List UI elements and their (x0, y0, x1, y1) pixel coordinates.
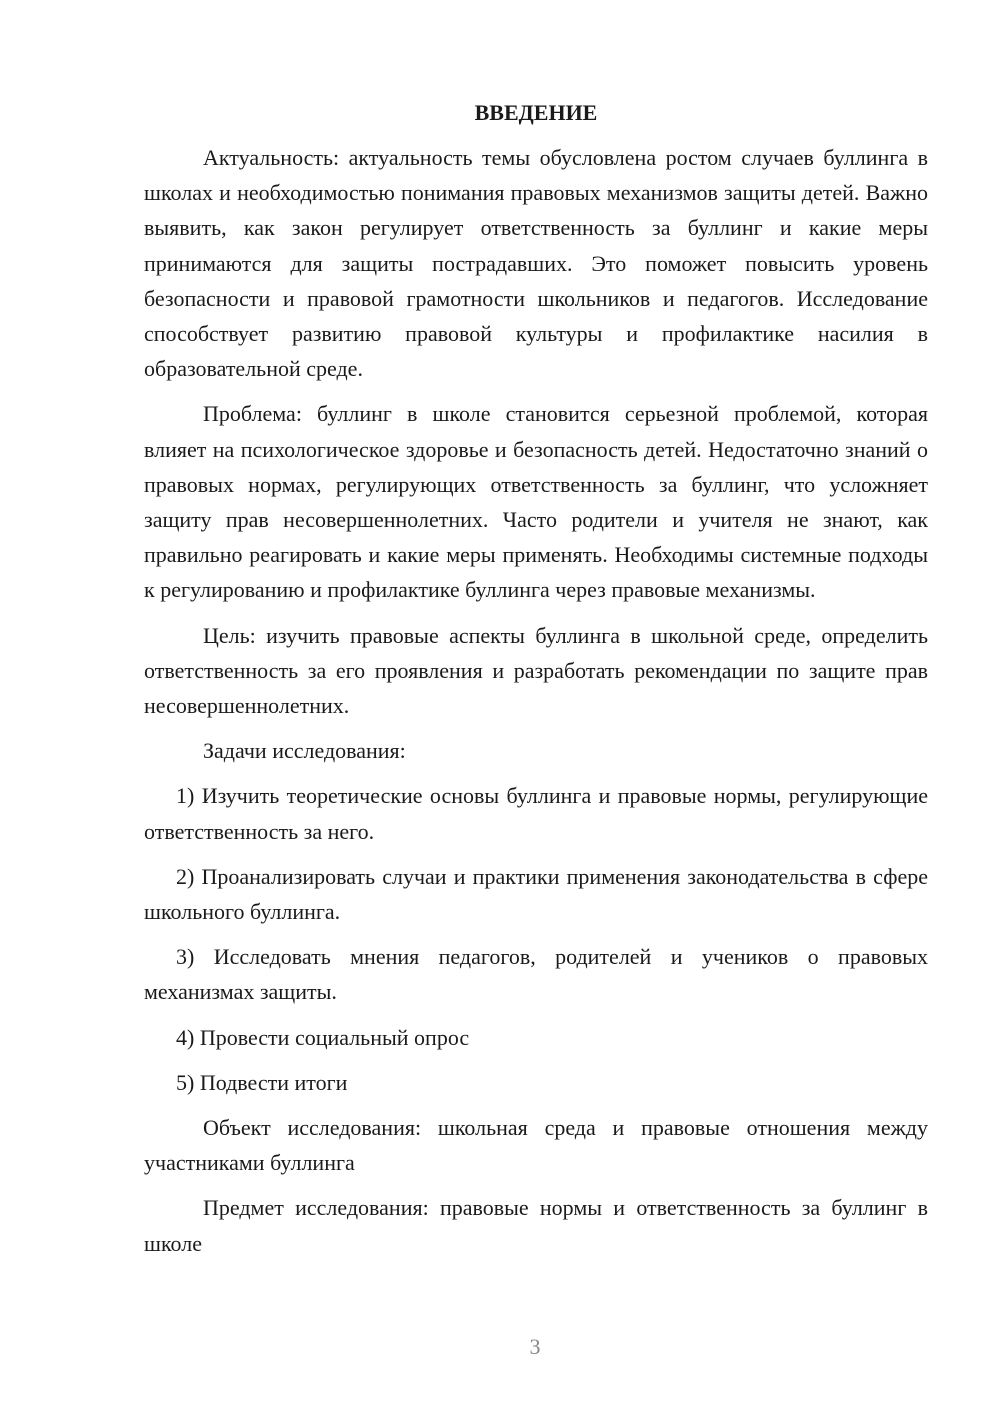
task-item-5: 5) Подвести итоги (176, 1069, 348, 1095)
task-item-1: 1) Изучить теоретические основы буллинга и правовые нормы, регулирующие ответственность за него. (144, 783, 928, 844)
task-item-2: 2) Проанализировать случаи и практики применения законодательства в сфере школьного буллинга. (144, 863, 928, 925)
goal-paragraph: Цель: изучить правовые аспекты буллинга в школьной среде, определить ответственность за его проявления и разработать рекомендации по защите прав несовершеннолетних. (144, 622, 928, 719)
tasks-heading: Задачи исследования: (203, 738, 406, 764)
task-item-3: 3) Исследовать мнения педагогов, родителей и учеников о правовых механизмах защиты. (144, 944, 928, 1005)
task-item-4: 4) Провести социальный опрос (176, 1024, 470, 1050)
relevance-paragraph: Актуальность: актуальность темы обусловлена ростом случаев буллинга в школах и необходимостью понимания правовых механизмов защиты детей. Важно выявить, как закон регулирует ответственность за буллинг и какие меры принимаются для защиты пострадавших. Это поможет повысить уровень безопасности и правовой грамотности школьников и педагогов. Исследование способствует развитию правовой культуры и профилактике насилия в образовательной среде. (144, 145, 928, 382)
problem-paragraph: Проблема: буллинг в школе становится серьезной проблемой, которая влияет на психологическое здоровье и безопасность детей. Недостаточно знаний о правовых нормах, регулирующих ответственность за буллинг, что усложняет защиту прав несовершеннолетних. Часто родители и учителя не знают, как правильно реагировать и какие меры применять. Необходимы системные подходы к регулированию и профилактике буллинга через правовые механизмы. (144, 401, 928, 603)
page-number: 3 (529, 1334, 541, 1359)
subject-paragraph: Предмет исследования: правовые нормы и ответственность за буллинг в школе (144, 1195, 928, 1256)
object-paragraph: Объект исследования: школьная среда и правовые отношения между участниками буллинга (144, 1115, 928, 1176)
page-content (144, 95, 928, 1271)
section-title: ВВЕДЕНИЕ (474, 100, 598, 125)
